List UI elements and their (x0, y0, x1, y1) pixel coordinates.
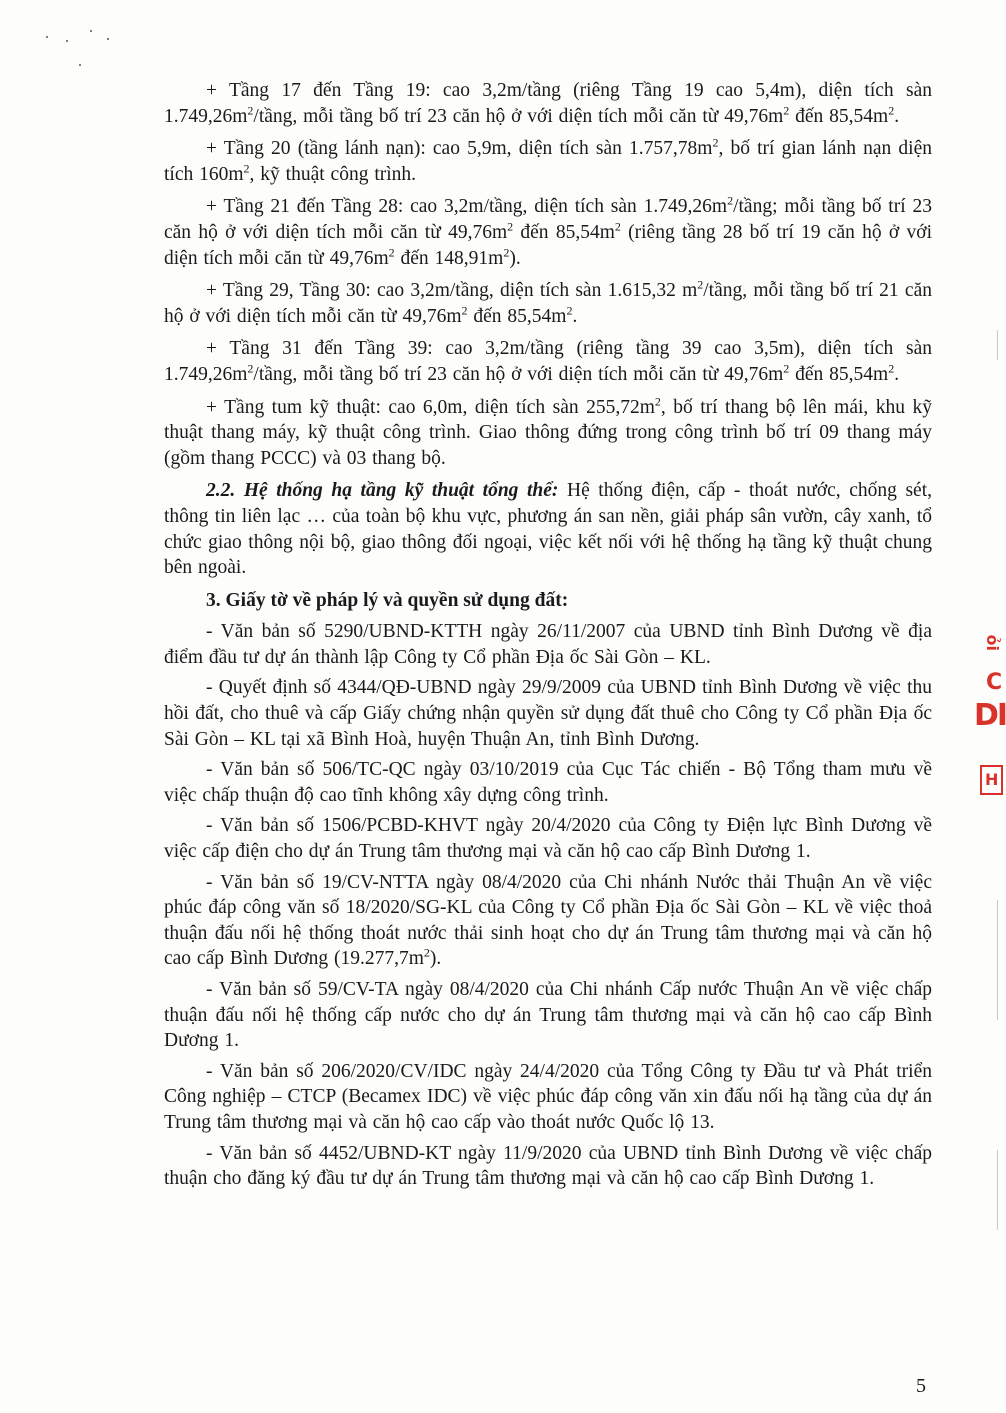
stamp-fragment: ỏi (983, 634, 1003, 652)
legal-item: - Văn bản số 5290/UBND-KTTH ngày 26/11/2007 của UBND tỉnh Bình Dương về địa điểm đầu tư dự án thành lập Công ty Cổ phần Địa ốc Sài Gòn – KL. (164, 621, 932, 668)
section-2-2-paragraph (164, 478, 932, 580)
legal-item: - Văn bản số 59/CV-TA ngày 08/4/2020 của Chi nhánh Cấp nước Thuận An về việc chấp thuận đấu nối hệ thống cấp nước cho dự án Trung tâm thương mại và căn hộ cao cấp Bình Dương 1. (164, 979, 932, 1052)
scan-edge-line (997, 330, 998, 360)
scan-speck (46, 36, 48, 38)
scan-speck (79, 64, 81, 66)
section-3-heading: 3. Giấy tờ về pháp lý và quyền sử dụng đất: (206, 589, 569, 611)
scan-speck (90, 30, 92, 32)
legal-item: - Văn bản số 206/2020/CV/IDC ngày 24/4/2020 của Tổng Công ty Đầu tư và Phát triển Công nghiệp – CTCP (Becamex IDC) về việc phúc đáp công văn xin đấu nối hạ tầng của dự án Trung tâm thương mại và căn hộ cao cấp vào thoát nước Quốc lộ 13. (164, 1060, 932, 1133)
stamp-fragment: DI (974, 698, 1006, 733)
floor-29-30-paragraph: + Tầng 29, Tầng 30: cao 3,2m/tầng, diện tích sàn 1.615,32 $m^2$/tầng, mỗi tầng bố trí 21 căn hộ ở với diện tích mỗi căn từ $49,76m^2$ đến $85,54m^2$. (164, 277, 932, 327)
floor-17-19-paragraph: + Tầng 17 đến Tầng 19: cao 3,2m/tầng (riêng Tầng 19 cao 5,4m), diện tích sàn $1.749,26m^2$/tầng, mỗi tầng bố trí 23 căn hộ ở với diện tích mỗi căn từ $49,76m^2$ đến $85,54m^2$. (164, 80, 932, 127)
scan-edge-line (997, 900, 998, 1020)
legal-item: - Văn bản số 506/TC-QC ngày 03/10/2019 của Cục Tác chiến - Bộ Tổng tham mưu về việc chấp thuận độ cao tĩnh không xây dựng công trình. (164, 759, 932, 806)
legal-item: - Văn bản số 19/CV-NTTA ngày 08/4/2020 của Chi nhánh Nước thải Thuận An về việc phúc đáp công văn số 18/2020/SG-KL của Công ty Cổ phần Địa ốc Sài Gòn – KL về việc thoả thuận đấu nối hệ thống thoát nước thải sinh hoạt cho dự án Trung tâm thương mại và căn hộ cao cấp Bình Dương $(19.277,7m^2)$. (164, 871, 932, 970)
scan-edge-line (997, 1150, 998, 1230)
legal-item: - Văn bản số 4452/UBND-KT ngày 11/9/2020 của UBND tỉnh Bình Dương về việc chấp thuận cho đăng ký đầu tư dự án Trung tâm thương mại và căn hộ cao cấp Bình Dương 1. (164, 1142, 932, 1190)
scan-speck (66, 40, 68, 42)
legal-item: - Quyết định số 4344/QĐ-UBND ngày 29/9/2009 của UBND tỉnh Bình Dương về việc thu hồi đất, cho thuê và cấp Giấy chứng nhận quyền sử dụng đất thuê cho Công ty Cổ phần Địa ốc Sài Gòn – KL tại xã Bình Hoà, huyện Thuận An, tỉnh Bình Dương. (164, 677, 932, 750)
legal-item: - Văn bản số 1506/PCBD-KHVT ngày 20/4/2020 của Công ty Điện lực Bình Dương về việc cấp điện cho dự án Trung tâm thương mại và căn hộ cao cấp Bình Dương 1. (164, 815, 932, 863)
section-2-2-text: Hệ thống điện, cấp - thoát nước, chống sét, thông tin liên lạc … của toàn bộ khu vực, phương án san nền, giải pháp sân vườn, cây xanh, tổ chức giao thông nội bộ, giao thông đối ngoại, việc kết nối với hệ thống hạ tầng kỹ thuật chung bên ngoài. (164, 480, 932, 579)
floor-31-39-paragraph: + Tầng 31 đến Tầng 39: cao 3,2m/tầng (riêng tầng 39 cao 3,5m), diện tích sàn $1.749,26m^2$/tầng, mỗi tầng bố trí 23 căn hộ ở với diện tích mỗi căn từ $49,76m^2$ đến $85,54m^2$. (164, 338, 932, 385)
floor-21-28-paragraph: + Tầng 21 đến Tầng 28: cao 3,2m/tầng, diện tích sàn $1.749,26m^2$/tầng; mỗi tầng bố trí 23 căn hộ ở với diện tích mỗi căn từ $49,76m^2$ đến $85,54m^2$ (riêng tầng 28 bố trí 19 căn hộ ở với diện tích mỗi căn từ $49,76m^2$ đến $148,91m^2$). (164, 193, 932, 269)
page-number: 5 (916, 1375, 926, 1397)
scan-speck (107, 38, 109, 40)
floor-20-paragraph: + Tầng 20 (tầng lánh nạn): cao 5,9m, diện tích sàn $1.757,78m^2$, bố trí gian lánh nạn diện tích $160m^2$, kỹ thuật công trình. (164, 135, 933, 185)
stamp-fragment: H (980, 765, 1003, 795)
section-2-2-label: 2.2. Hệ thống hạ tầng kỹ thuật tổng thể: (206, 480, 559, 502)
stamp-fragment: C (986, 670, 1003, 695)
document-body (164, 78, 932, 1197)
technical-floor-paragraph: + Tầng tum kỹ thuật: cao 6,0m, diện tích sàn $255,72m^2$, bố trí thang bộ lên mái, khu kỹ thuật thang máy, kỹ thuật công trình. Giao thông đứng trong công trình bố trí 09 thang máy (gồm thang PCCC) và 03 thang bộ. (164, 394, 932, 469)
